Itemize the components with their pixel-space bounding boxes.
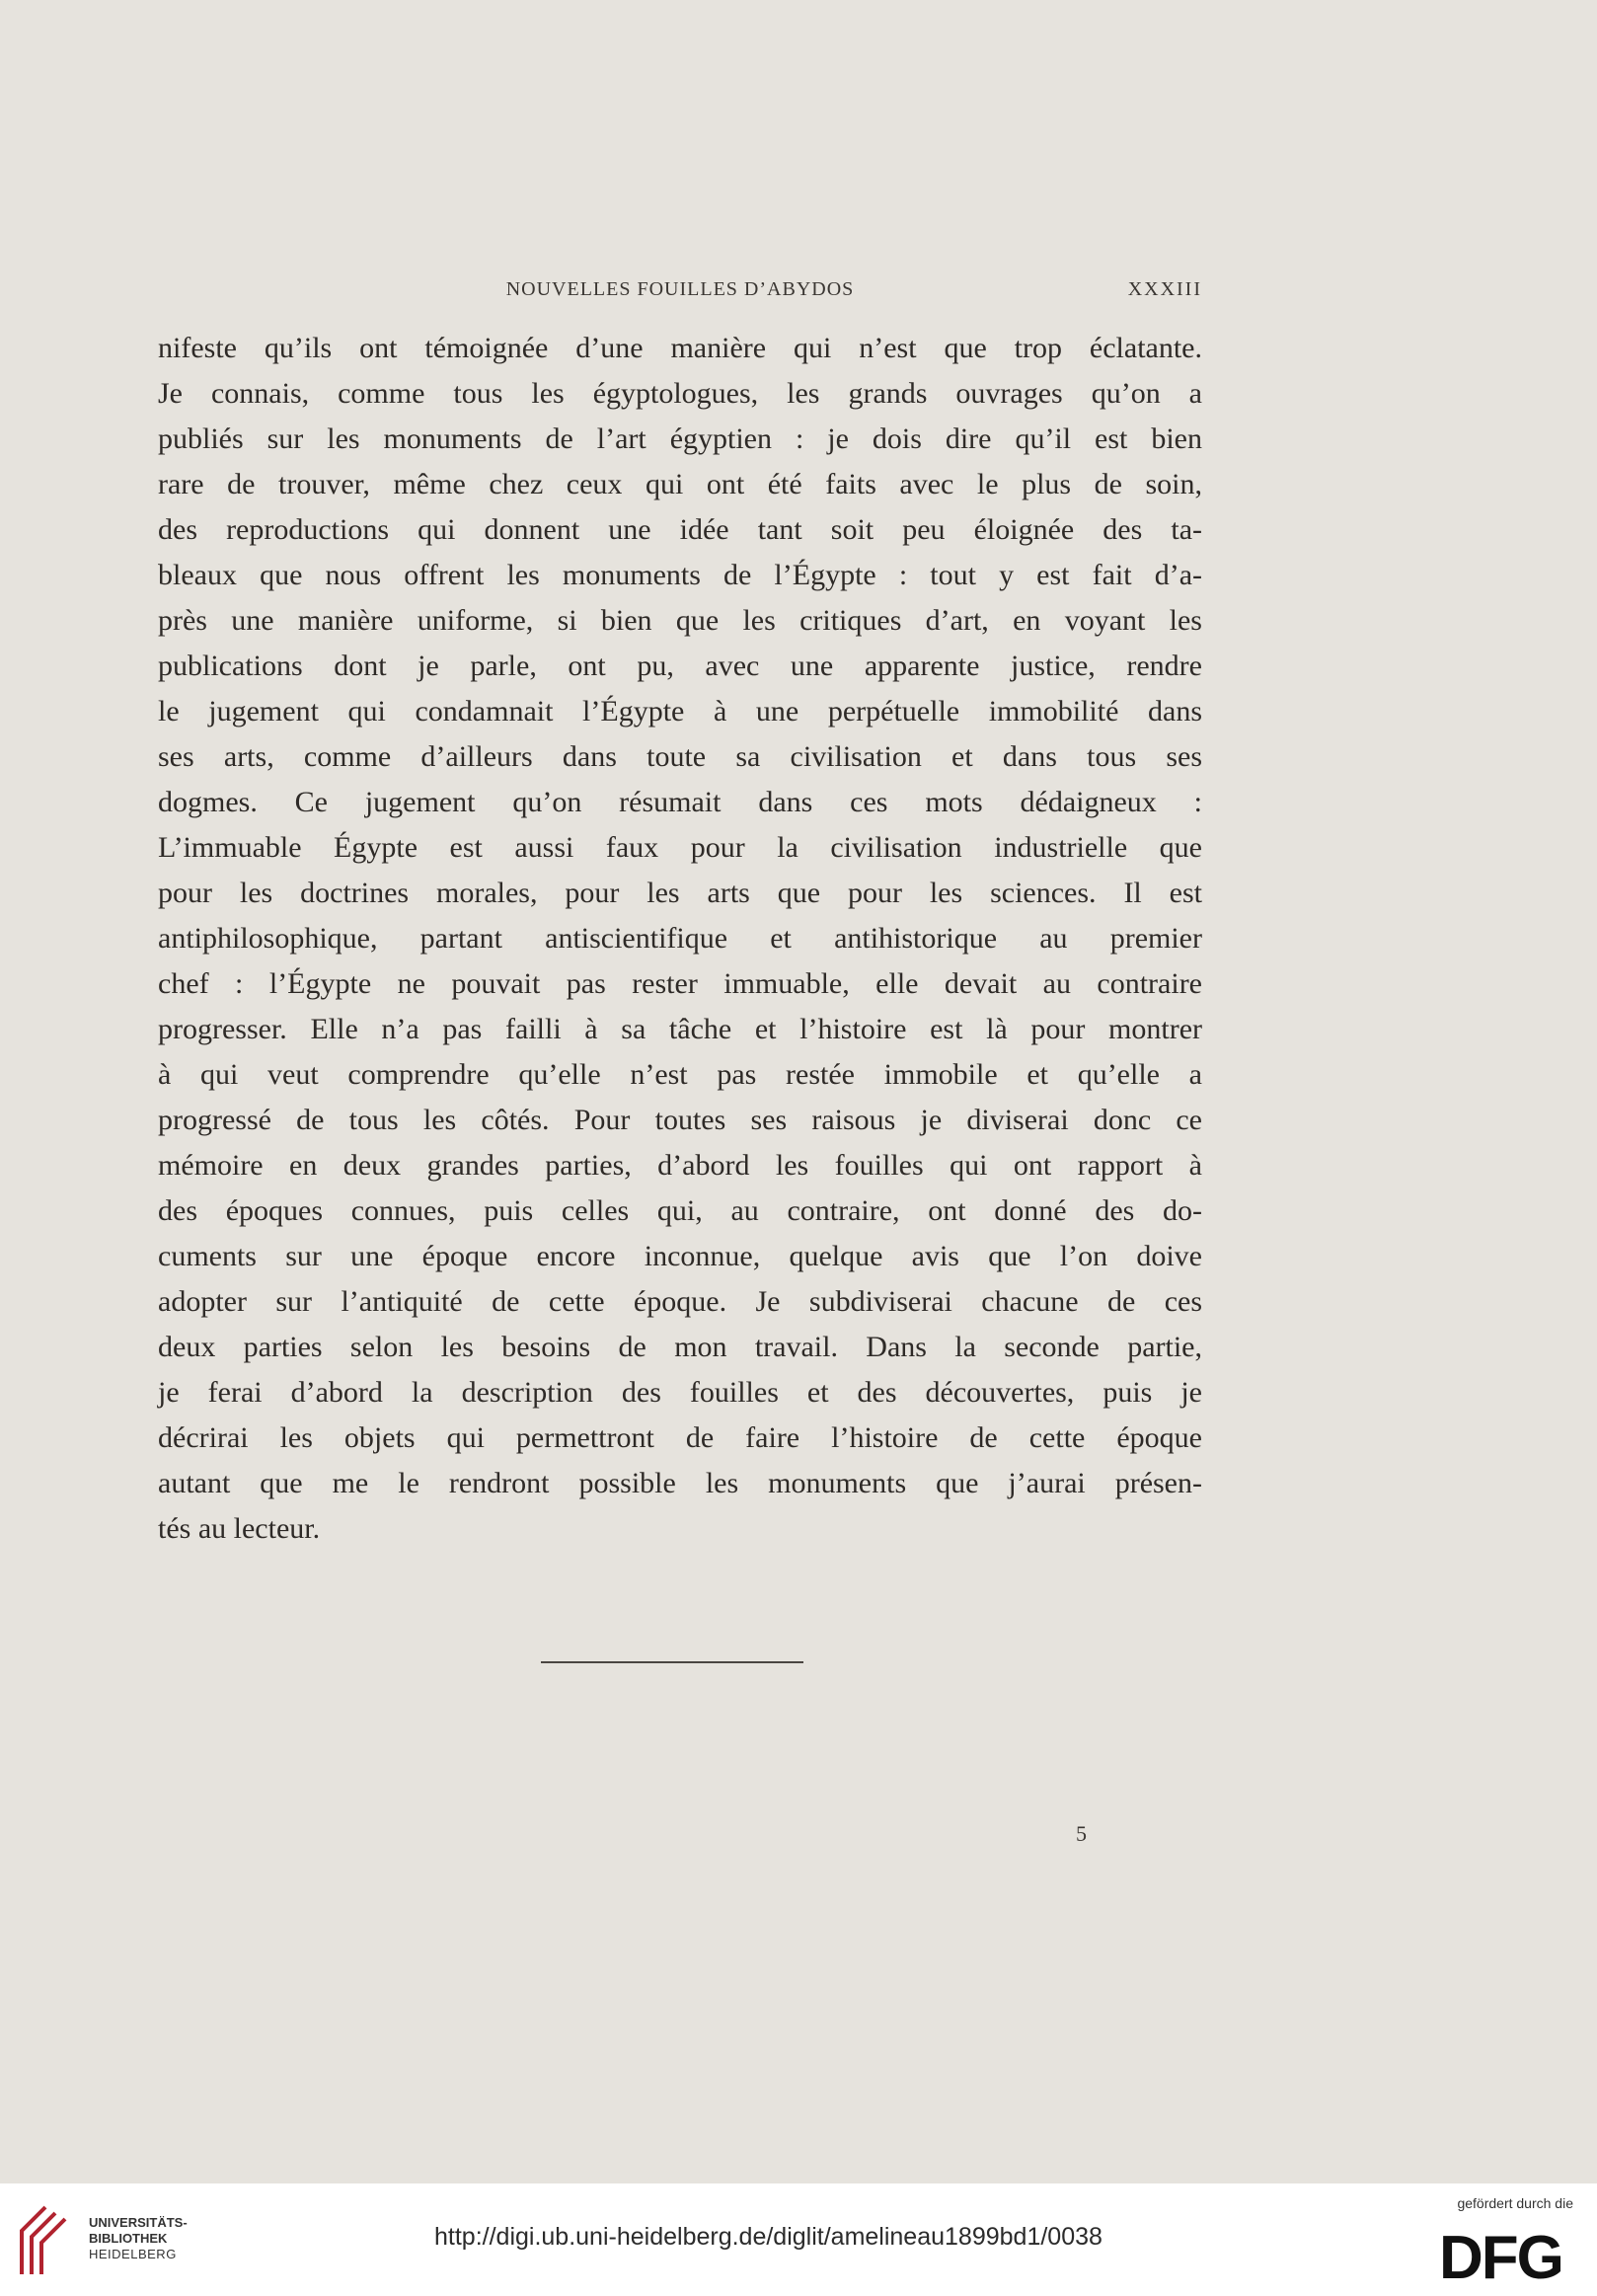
body-text: [158, 326, 1202, 1552]
text-line: chef : l’Égypte ne pouvait pas rester immuable, elle devait au contraire: [158, 967, 1202, 1000]
text-line: des reproductions qui donnent une idée tant soit peu éloignée des ta-: [158, 513, 1202, 546]
text-line: rare de trouver, même chez ceux qui ont été faits avec le plus de soin,: [158, 468, 1202, 500]
library-logo-icon: [16, 2201, 79, 2280]
closing-rule: [541, 1661, 803, 1663]
text-line: Je connais, comme tous les égyptologues, les grands ouvrages qu’on a: [158, 377, 1202, 410]
running-title: NOUVELLES FOUILLES D’ABYDOS: [505, 278, 855, 300]
text-line: décrirai les objets qui permettront de faire l’histoire de cette époque: [158, 1421, 1202, 1454]
text-line: antiphilosophique, partant antiscientifique et antihistorique au premier: [158, 922, 1202, 955]
text-line: pour les doctrines morales, pour les arts que pour les sciences. Il est: [158, 877, 1202, 909]
text-line: publications dont je parle, ont pu, avec une apparente justice, rendre: [158, 650, 1202, 682]
text-line: des époques connues, puis celles qui, au contraire, ont donné des do-: [158, 1194, 1202, 1227]
text-line: adopter sur l’antiquité de cette époque. Je subdiviserai chacune de ces: [158, 1285, 1202, 1318]
library-name-line1: UNIVERSITÄTS-: [89, 2215, 188, 2230]
text-line: je ferai d’abord la description des fouilles et des découvertes, puis je: [158, 1376, 1202, 1409]
text-line: publiés sur les monuments de l’art égyptien : je dois dire qu’il est bien: [158, 422, 1202, 455]
text-line: dogmes. Ce jugement qu’on résumait dans ces mots dédaigneux :: [158, 786, 1202, 818]
text-line: ses arts, comme d’ailleurs dans toute sa civilisation et dans tous ses: [158, 740, 1202, 773]
dfg-logo-text: DFG: [1439, 2224, 1562, 2286]
text-line: près une manière uniforme, si bien que les critiques d’art, en voyant les: [158, 604, 1202, 637]
library-name-line3: HEIDELBERG: [89, 2247, 177, 2261]
permalink-url[interactable]: http://digi.ub.uni-heidelberg.de/diglit/amelineau1899bd1/0038: [434, 2223, 1103, 2251]
text-line: autant que me le rendront possible les monuments que j’aurai présen-: [158, 1467, 1202, 1499]
page-number: XXXIII: [1127, 278, 1202, 300]
footer-bar: [0, 2183, 1597, 2296]
dfg-logo-icon: [1435, 2223, 1573, 2286]
text-line: nifeste qu’ils ont témoignée d’une manière qui n’est que trop éclatante.: [158, 332, 1202, 364]
library-name: [89, 2215, 188, 2262]
funder-text: gefördert durch die: [1457, 2195, 1573, 2211]
library-name-line2: BIBLIOTHEK: [89, 2231, 168, 2246]
text-line: cuments sur une époque encore inconnue, quelque avis que l’on doive: [158, 1240, 1202, 1272]
text-line: bleaux que nous offrent les monuments de l’Égypte : tout y est fait d’a-: [158, 559, 1202, 591]
text-line: mémoire en deux grandes parties, d’abord les fouilles qui ont rapport à: [158, 1149, 1202, 1182]
text-line: progresser. Elle n’a pas failli à sa tâche et l’histoire est là pour montrer: [158, 1013, 1202, 1045]
text-line: tés au lecteur.: [158, 1512, 321, 1545]
text-line: L’immuable Égypte est aussi faux pour la civilisation industrielle que: [158, 831, 1202, 864]
text-line: le jugement qui condamnait l’Égypte à une perpétuelle immobilité dans: [158, 695, 1202, 727]
running-head: [158, 276, 1202, 306]
text-line: progressé de tous les côtés. Pour toutes ses raisous je diviserai donc ce: [158, 1104, 1202, 1136]
signature-mark: 5: [1076, 1821, 1087, 1846]
text-line: à qui veut comprendre qu’elle n’est pas restée immobile et qu’elle a: [158, 1058, 1202, 1091]
text-line: deux parties selon les besoins de mon travail. Dans la seconde partie,: [158, 1331, 1202, 1363]
